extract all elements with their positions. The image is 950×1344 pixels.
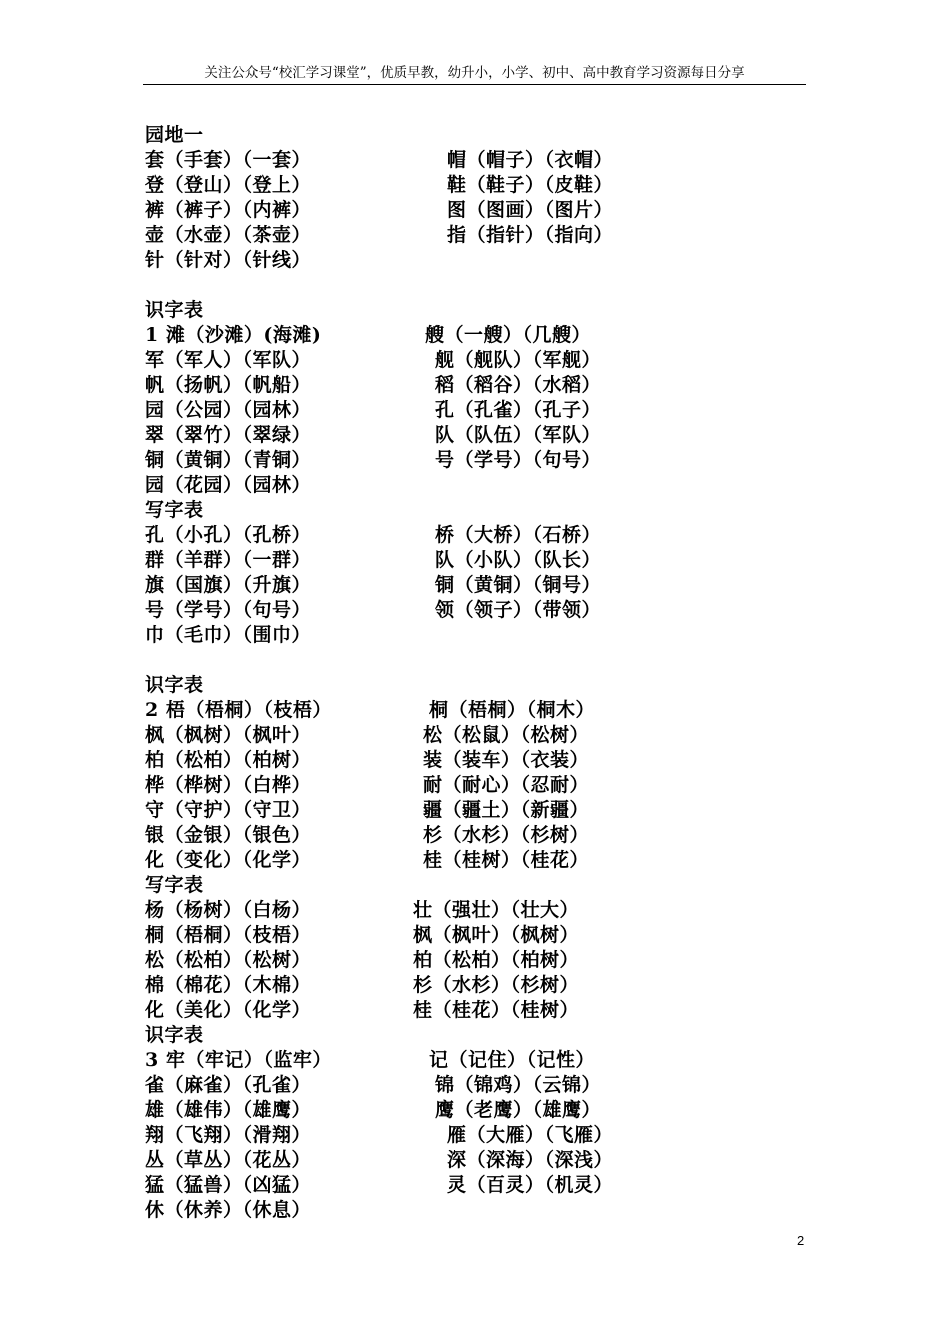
- vocab-left: 雀（麻雀）（孔雀）: [145, 1074, 312, 1096]
- vocab-row: [145, 448, 845, 473]
- vocab-left: 套（手套）（一套）: [145, 149, 312, 171]
- vocab-left: 雄（雄伟）（雄鹰）: [145, 1099, 312, 1121]
- vocab-row: [145, 173, 845, 198]
- vocab-left: 杨（杨树）（白杨）: [145, 899, 312, 921]
- vocab-left: 1 滩（沙滩）(海滩): [145, 324, 322, 346]
- vocab-row: [145, 573, 845, 598]
- section-heading: [145, 1023, 845, 1048]
- vocab-row: [145, 1198, 845, 1223]
- vocab-right: 灵（百灵）（机灵）: [447, 1174, 614, 1196]
- vocab-right: 鞋（鞋子）（皮鞋）: [447, 174, 614, 196]
- vocab-right: 孔（孔雀）（孔子）: [435, 399, 602, 421]
- section-heading: [145, 873, 845, 898]
- section-heading-text: 写字表: [145, 499, 204, 521]
- vocab-right: 柏（松柏）（柏树）: [413, 949, 580, 971]
- vocab-left: 2 梧（梧桐）（枝梧）: [145, 699, 332, 721]
- page-header: 关注公众号“校汇学习课堂”，优质早教，幼升小，小学、初中、高中教育学习资源每日分享: [143, 62, 806, 85]
- vocab-left: 猛（猛兽）（凶猛）: [145, 1174, 312, 1196]
- vocab-row: [145, 1123, 845, 1148]
- vocab-right: 桐（梧桐）（桐木）: [429, 699, 596, 721]
- vocab-left: 棉（棉花）（木棉）: [145, 974, 312, 996]
- vocab-left: 园（花园）（园林）: [145, 474, 312, 496]
- vocab-right: 鹰（老鹰）（雄鹰）: [435, 1099, 602, 1121]
- vocab-left: 旗（国旗）（升旗）: [145, 574, 312, 596]
- vocab-left: 化（美化）（化学）: [145, 999, 312, 1021]
- vocab-right: 艘（一艘）（几艘）: [425, 324, 592, 346]
- vocab-row: [145, 948, 845, 973]
- vocab-row: [145, 773, 845, 798]
- vocab-left: 银（金银）（银色）: [145, 824, 312, 846]
- section-heading: [145, 298, 845, 323]
- vocab-left: 园（公园）（园林）: [145, 399, 312, 421]
- vocab-row: [145, 748, 845, 773]
- section-heading: [145, 123, 845, 148]
- vocab-left: 登（登山）（登上）: [145, 174, 312, 196]
- vocab-row: [145, 823, 845, 848]
- vocab-left: 休（休养）（休息）: [145, 1199, 312, 1221]
- section-heading-text: 识字表: [145, 674, 204, 696]
- vocab-left: 柏（松柏）（柏树）: [145, 749, 312, 771]
- vocab-left: 化（变化）（化学）: [145, 849, 312, 871]
- vocab-row: [145, 973, 845, 998]
- section-heading: [145, 673, 845, 698]
- vocab-right: 装（装车）（衣装）: [423, 749, 590, 771]
- vocab-right: 桂（桂树）（桂花）: [423, 849, 590, 871]
- vocab-right: 图（图画）（图片）: [447, 199, 614, 221]
- blank-line: [145, 648, 845, 673]
- vocab-right: 号（学号）（句号）: [435, 449, 602, 471]
- vocab-left: 桐（梧桐）（枝梧）: [145, 924, 312, 946]
- vocab-row: [145, 1073, 845, 1098]
- section-heading-text: 识字表: [145, 299, 204, 321]
- vocab-left: 松（松柏）（松树）: [145, 949, 312, 971]
- vocab-row: [145, 1148, 845, 1173]
- vocab-right: 杉（水杉）（杉树）: [413, 974, 580, 996]
- vocab-left: 帆（扬帆）（帆船）: [145, 374, 312, 396]
- vocab-right: 枫（枫叶）（枫树）: [413, 924, 580, 946]
- vocab-right: 记（记住）（记性）: [429, 1049, 596, 1071]
- vocab-row: [145, 198, 845, 223]
- vocab-row: [145, 423, 845, 448]
- vocab-right: 舰（舰队）（军舰）: [435, 349, 602, 371]
- vocab-right: 铜（黄铜）（铜号）: [435, 574, 602, 596]
- vocab-row: [145, 1173, 845, 1198]
- vocab-row: [145, 148, 845, 173]
- section-heading-text: 园地一: [145, 124, 204, 146]
- vocab-row: [145, 848, 845, 873]
- vocab-row: [145, 323, 845, 348]
- vocab-right: 队（小队）（队长）: [435, 549, 602, 571]
- vocab-left: 孔（小孔）（孔桥）: [145, 524, 312, 546]
- vocab-right: 杉（水杉）（杉树）: [423, 824, 590, 846]
- vocab-left: 守（守护）（守卫）: [145, 799, 312, 821]
- vocab-row: [145, 248, 845, 273]
- vocab-right: 领（领子）（带领）: [435, 599, 602, 621]
- vocab-left: 号（学号）（句号）: [145, 599, 312, 621]
- vocab-left: 群（羊群）（一群）: [145, 549, 312, 571]
- vocab-left: 丛（草丛）（花丛）: [145, 1149, 312, 1171]
- vocab-row: [145, 623, 845, 648]
- vocab-row: [145, 223, 845, 248]
- vocab-right: 深（深海）（深浅）: [447, 1149, 614, 1171]
- vocab-left: 壶（水壶）（茶壶）: [145, 224, 312, 246]
- vocab-row: [145, 398, 845, 423]
- vocab-row: [145, 473, 845, 498]
- vocab-row: [145, 898, 845, 923]
- vocab-left: 铜（黄铜）（青铜）: [145, 449, 312, 471]
- vocab-right: 疆（疆土）（新疆）: [423, 799, 590, 821]
- vocab-left: 巾（毛巾）（围巾）: [145, 624, 312, 646]
- vocab-row: [145, 698, 845, 723]
- vocab-row: [145, 923, 845, 948]
- vocab-right: 帽（帽子）（衣帽）: [447, 149, 614, 171]
- vocab-row: [145, 1048, 845, 1073]
- vocab-row: [145, 523, 845, 548]
- vocab-row: [145, 598, 845, 623]
- vocab-right: 耐（耐心）（忍耐）: [423, 774, 590, 796]
- vocab-row: [145, 348, 845, 373]
- vocab-row: [145, 548, 845, 573]
- vocab-right: 队（队伍）（军队）: [435, 424, 602, 446]
- vocab-left: 裤（裤子）（内裤）: [145, 199, 312, 221]
- vocab-right: 松（松鼠）（松树）: [423, 724, 590, 746]
- vocab-left: 针（针对）（针线）: [145, 249, 312, 271]
- vocab-row: [145, 723, 845, 748]
- vocab-row: [145, 1098, 845, 1123]
- blank-line: [145, 273, 845, 298]
- vocab-right: 桥（大桥）（石桥）: [435, 524, 602, 546]
- vocab-left: 翠（翠竹）（翠绿）: [145, 424, 312, 446]
- vocab-list: [145, 123, 845, 1223]
- vocab-row: [145, 373, 845, 398]
- section-heading-text: 识字表: [145, 1024, 204, 1046]
- vocab-right: 稻（稻谷）（水稻）: [435, 374, 602, 396]
- page-number: 2: [797, 1233, 805, 1248]
- vocab-left: 翔（飞翔）（滑翔）: [145, 1124, 312, 1146]
- section-heading-text: 写字表: [145, 874, 204, 896]
- vocab-row: [145, 998, 845, 1023]
- vocab-left: 3 牢（牢记）（监牢）: [145, 1049, 332, 1071]
- vocab-left: 军（军人）（军队）: [145, 349, 312, 371]
- section-heading: [145, 498, 845, 523]
- vocab-left: 枫（枫树）（枫叶）: [145, 724, 312, 746]
- vocab-right: 雁（大雁）（飞雁）: [447, 1124, 614, 1146]
- vocab-right: 指（指针）（指向）: [447, 224, 614, 246]
- vocab-right: 桂（桂花）（桂树）: [413, 999, 580, 1021]
- vocab-left: 桦（桦树）（白桦）: [145, 774, 312, 796]
- vocab-right: 壮（强壮）（壮大）: [413, 899, 580, 921]
- vocab-right: 锦（锦鸡）（云锦）: [435, 1074, 602, 1096]
- vocab-row: [145, 798, 845, 823]
